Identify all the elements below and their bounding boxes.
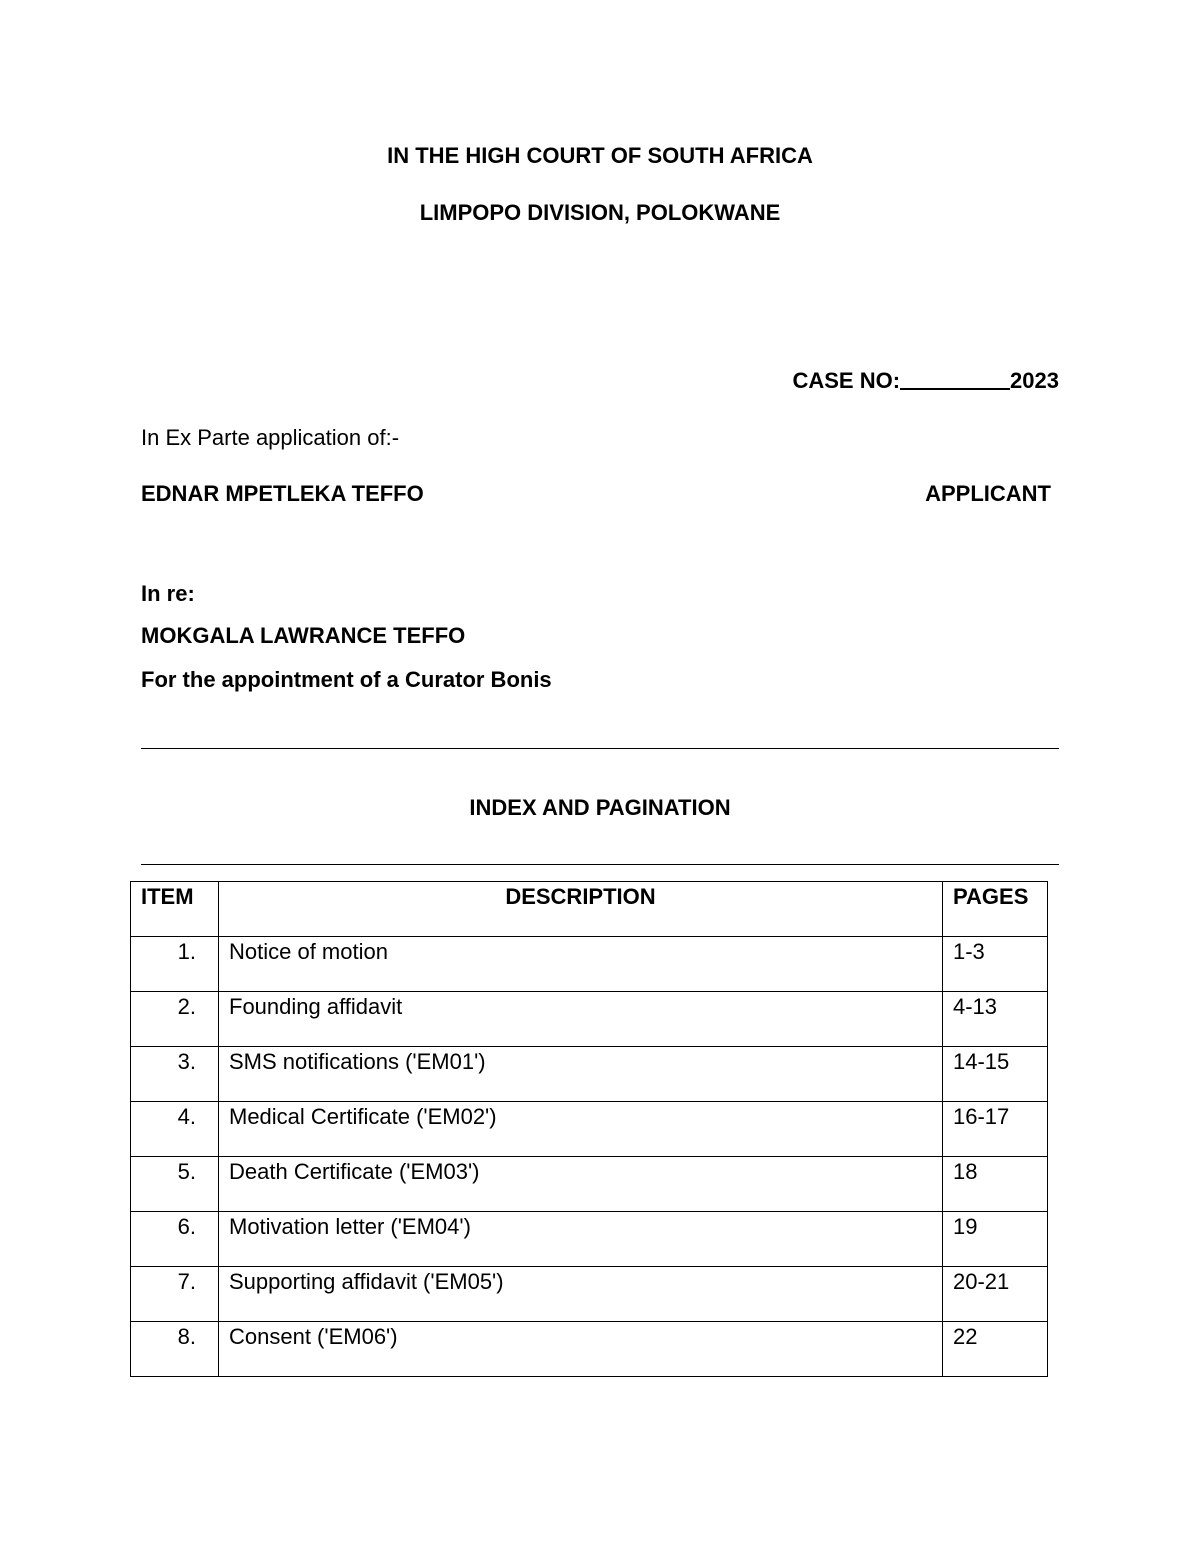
row-pages: 20-21: [943, 1267, 1048, 1322]
row-pages: 14-15: [943, 1047, 1048, 1102]
row-pages: 22: [943, 1322, 1048, 1377]
row-item-number: 8.: [131, 1322, 219, 1377]
row-pages: 1-3: [943, 937, 1048, 992]
table-row: [131, 1267, 1048, 1322]
applicant-name: EDNAR MPETLEKA TEFFO: [141, 481, 424, 506]
case-number-blank: [900, 368, 1010, 390]
table-row: [131, 1047, 1048, 1102]
row-description: Notice of motion: [219, 937, 943, 992]
index-title: INDEX AND PAGINATION: [469, 795, 731, 820]
row-item-number: 6.: [131, 1212, 219, 1267]
table-row: [131, 1157, 1048, 1212]
in-re-label: In re:: [141, 581, 195, 606]
court-division: LIMPOPO DIVISION, POLOKWANE: [419, 200, 781, 225]
row-item-number: 2.: [131, 992, 219, 1047]
row-description: SMS notifications ('EM01'): [219, 1047, 943, 1102]
row-description: Supporting affidavit ('EM05'): [219, 1267, 943, 1322]
table-row: [131, 1102, 1048, 1157]
table-row: [131, 992, 1048, 1047]
row-pages: 18: [943, 1157, 1048, 1212]
column-header-pages: PAGES: [943, 882, 1048, 937]
table-row: [131, 1212, 1048, 1267]
row-description: Death Certificate ('EM03'): [219, 1157, 943, 1212]
column-header-item: ITEM: [131, 882, 219, 937]
application-purpose: For the appointment of a Curator Bonis: [141, 667, 552, 692]
row-item-number: 4.: [131, 1102, 219, 1157]
divider-top: [141, 748, 1059, 749]
case-number-year: 2023: [1010, 368, 1059, 393]
row-description: Founding affidavit: [219, 992, 943, 1047]
applicant-role: APPLICANT: [925, 481, 1051, 506]
row-pages: 4-13: [943, 992, 1048, 1047]
row-item-number: 7.: [131, 1267, 219, 1322]
ex-parte-intro: In Ex Parte application of:-: [141, 425, 400, 450]
row-pages: 19: [943, 1212, 1048, 1267]
index-table: [130, 881, 1048, 1377]
row-description: Motivation letter ('EM04'): [219, 1212, 943, 1267]
court-title: IN THE HIGH COURT OF SOUTH AFRICA: [387, 143, 813, 168]
table-row: [131, 937, 1048, 992]
row-item-number: 3.: [131, 1047, 219, 1102]
case-number: [792, 368, 1059, 394]
divider-bottom: [141, 864, 1059, 865]
case-number-label: CASE NO:: [792, 368, 901, 393]
row-pages: 16-17: [943, 1102, 1048, 1157]
row-description: Medical Certificate ('EM02'): [219, 1102, 943, 1157]
table-row: [131, 1322, 1048, 1377]
row-item-number: 5.: [131, 1157, 219, 1212]
table-header-row: [131, 882, 1048, 937]
row-item-number: 1.: [131, 937, 219, 992]
column-header-description: DESCRIPTION: [219, 882, 943, 937]
subject-name: MOKGALA LAWRANCE TEFFO: [141, 623, 466, 648]
row-description: Consent ('EM06'): [219, 1322, 943, 1377]
